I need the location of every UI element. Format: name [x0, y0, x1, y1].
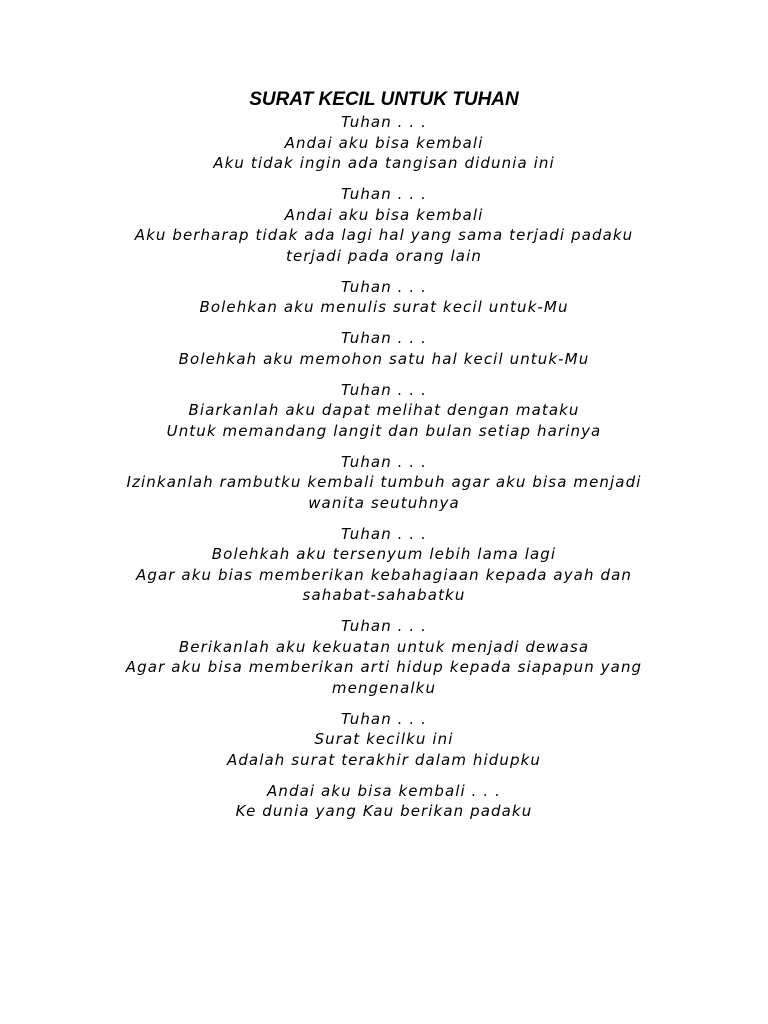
- poem-line: Bolehkan aku menulis surat kecil untuk-Mu: [199, 298, 569, 316]
- poem-line: Andai aku bisa kembali: [284, 205, 484, 224]
- poem-stanza: [0, 184, 768, 266]
- poem-line: Ke dunia yang Kau berikan padaku: [235, 802, 533, 820]
- poem-stanza: [0, 328, 768, 369]
- poem-line: Tuhan . . .: [340, 452, 428, 471]
- poem-line: Tuhan . . .: [340, 185, 428, 203]
- poem-line: Izinkanlah rambutku kembali tumbuh agar aku bisa menjadi: [126, 473, 642, 491]
- poem-line: Aku berharap tidak ada lagi hal yang sama terjadi padaku: [134, 226, 634, 244]
- poem-line: Tuhan . . .: [340, 113, 428, 131]
- poem-line: Andai aku bisa kembali . . .: [266, 781, 502, 800]
- poem-stanza: [0, 781, 768, 822]
- poem-line: Untuk memandang langit dan bulan setiap harinya: [166, 421, 602, 440]
- poem-line: sahabat-sahabatku: [302, 586, 466, 604]
- poem-stanza: [0, 452, 768, 514]
- poem-line: Biarkanlah aku dapat melihat dengan mataku: [188, 401, 580, 419]
- poem-line: wanita seutuhnya: [308, 493, 460, 512]
- poem-line: Tuhan . . .: [340, 617, 428, 635]
- poem-line: Aku tidak ingin ada tangisan didunia ini: [213, 154, 555, 172]
- poem-line: Berikanlah aku kekuatan untuk menjadi dewasa: [178, 637, 590, 656]
- poem-line: terjadi pada orang lain: [286, 246, 482, 265]
- poem-line: Tuhan . . .: [340, 709, 428, 728]
- poem-line: Adalah surat terakhir dalam hidupku: [226, 750, 542, 769]
- poem-line: Tuhan . . .: [340, 380, 428, 399]
- poem-line: Bolehkah aku memohon satu hal kecil untuk-Mu: [178, 349, 590, 368]
- poem-line: Andai aku bisa kembali: [284, 133, 484, 152]
- poem-line: Tuhan . . .: [340, 277, 428, 296]
- poem-line: Agar aku bias memberikan kebahagiaan kepada ayah dan: [136, 565, 632, 584]
- poem-line: Tuhan . . .: [340, 329, 428, 347]
- poem-line: mengenalku: [331, 678, 437, 697]
- poem-line: Surat kecilku ini: [314, 730, 454, 748]
- poem-stanza: [0, 524, 768, 606]
- poem-stanza: [0, 112, 768, 174]
- document-page: [0, 88, 768, 832]
- poem-line: Bolehkah aku tersenyum lebih lama lagi: [211, 545, 557, 563]
- poem-body: [0, 112, 768, 822]
- poem-line: Tuhan . . .: [340, 524, 428, 543]
- poem-stanza: [0, 709, 768, 771]
- poem-line: Agar aku bisa memberikan arti hidup kepada siapapun yang: [125, 658, 643, 676]
- poem-stanza: [0, 277, 768, 318]
- poem-stanza: [0, 380, 768, 442]
- document-title: SURAT KECIL UNTUK TUHAN: [249, 89, 519, 110]
- poem-stanza: [0, 616, 768, 698]
